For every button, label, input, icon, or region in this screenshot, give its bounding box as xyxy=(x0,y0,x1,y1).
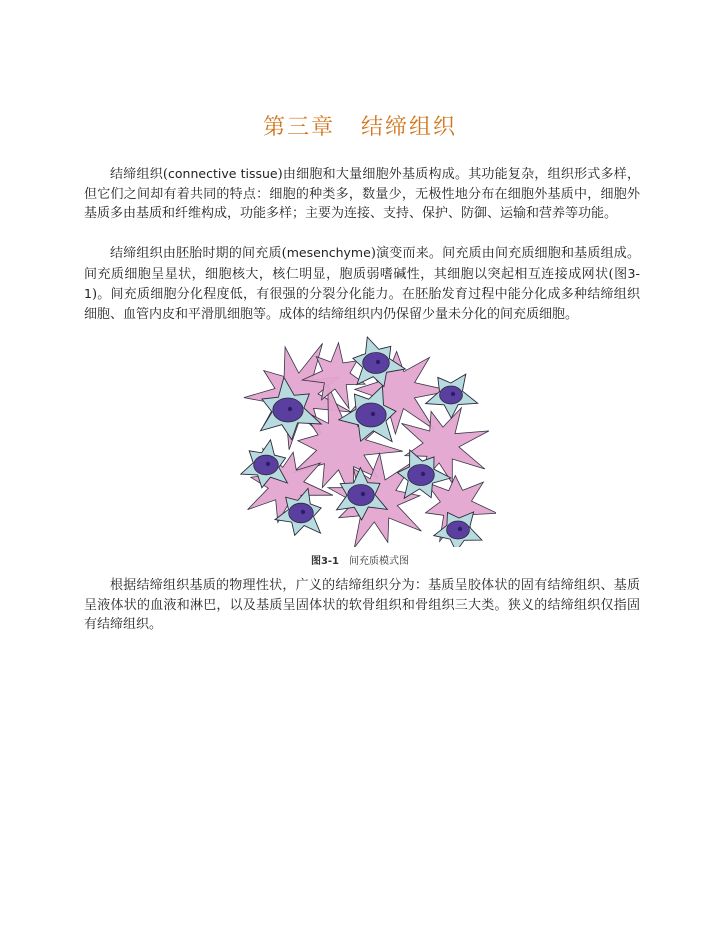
latin-term: 3-1 xyxy=(84,265,640,301)
cell-nucleus xyxy=(289,503,314,523)
cell-nucleus xyxy=(440,386,463,404)
nucleolus xyxy=(288,407,292,411)
latin-term: connective tissue xyxy=(168,166,278,181)
figure-3-1 xyxy=(226,335,496,547)
text-run: 根据结缔组织基质的物理性状，广义的结缔组织分为：基质呈胶体状的固有结缔组织、基质呈液体状的血液和淋巴，以及基质呈固体状的软骨组织和骨组织三大类。狭义的结缔组织仅指固有结缔组织。 xyxy=(84,578,640,632)
cell-nucleus xyxy=(408,465,435,486)
text-run: 结缔组织( xyxy=(110,167,169,182)
paragraph-classification xyxy=(84,576,640,635)
figure-caption-text: 间充质模式图 xyxy=(349,556,410,567)
text-run: 结缔组织由胚胎时期的间充质( xyxy=(110,246,287,261)
cell-nucleus xyxy=(447,521,470,539)
cell-nucleus xyxy=(273,398,303,422)
nucleolus xyxy=(371,412,375,416)
chapter-name: 结缔组织 xyxy=(361,115,458,140)
nucleolus xyxy=(458,527,462,531)
chapter-title xyxy=(0,110,720,141)
nucleolus xyxy=(376,360,380,364)
cell-nucleus xyxy=(348,485,375,506)
cell-nucleus xyxy=(356,403,386,427)
latin-term: mesenchyme xyxy=(286,245,371,260)
chapter-number: 第三章 xyxy=(262,115,335,140)
nucleolus xyxy=(421,472,425,476)
nucleolus xyxy=(361,492,365,496)
text-run: )由细胞和大量细胞外基质构成。其功能复杂，组织形式多样，但它们之间却有着共同的特点：细胞的种类多，数量少，无极性地分布在细胞外基质中，细胞外基质多由基质和纤维构成，功能多样；主要为连接、支持、保护、防御、运输和营养等功能。 xyxy=(84,167,640,221)
figure-caption xyxy=(0,552,720,567)
mesenchyme-illustration xyxy=(226,335,496,547)
paragraph-mesenchyme xyxy=(84,243,640,324)
paragraph-intro xyxy=(84,164,640,224)
figure-caption-number: 图3-1 xyxy=(310,556,340,567)
nucleolus xyxy=(266,462,270,466)
nucleolus xyxy=(451,392,455,396)
nucleolus xyxy=(301,510,305,514)
text-run: )。间充质细胞分化程度低，有很强的分裂分化能力。在胚胎发育过程中能分化成多种结缔组织细胞、血管内皮和平滑肌细胞等。成体的结缔组织内仍保留少量未分化的间充质细胞。 xyxy=(84,287,640,322)
cell-nucleus xyxy=(254,455,279,475)
text-run: )演变而来。间充质由间充质细胞和基质组成。间充质细胞呈星状，细胞核大，核仁明显，胞质弱嗜碱性，其细胞以突起相互连接成网状(图 xyxy=(84,246,640,282)
cell-nucleus xyxy=(363,353,390,374)
